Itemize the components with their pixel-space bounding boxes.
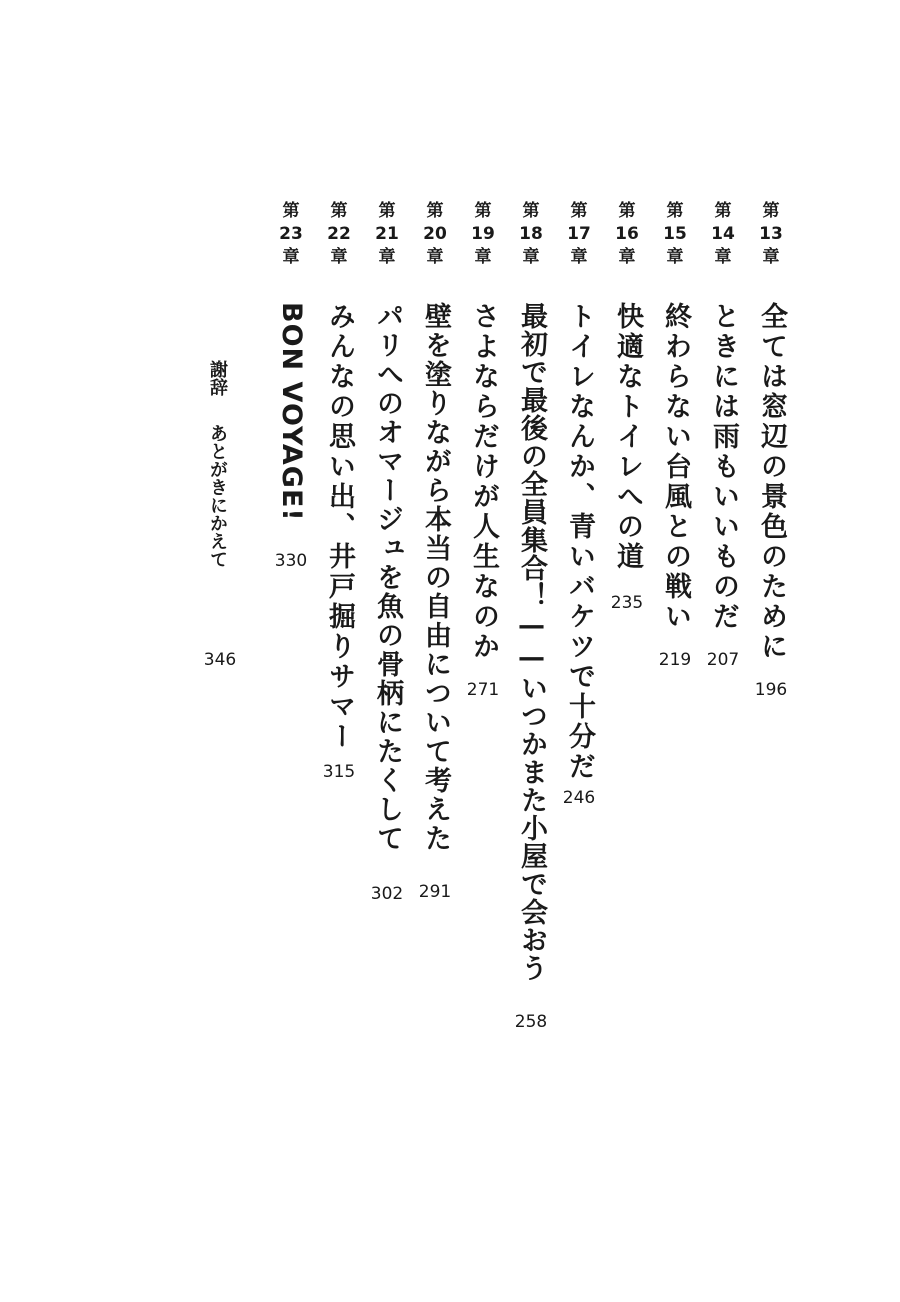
page-number: 219 [658,650,692,670]
page-number: 346 [203,650,237,670]
chapter-number: 第 13 章 [759,201,783,267]
chapter-title: パリへのオマージュを魚の骨柄にたくして [372,302,403,853]
chapter-number: 第 18 章 [519,201,543,267]
page-number: 246 [562,788,596,808]
chapter-number: 第 21 章 [375,201,399,267]
page-number: 291 [418,882,452,902]
chapter-title: 快適なトイレへの道 [612,302,643,572]
page-number: 330 [274,551,308,571]
chapter-number: 第 23 章 [279,201,303,267]
chapter-title: 全ては窓辺の景色のために [756,302,787,662]
page-number: 258 [514,1012,548,1032]
chapter-number: 第 14 章 [711,201,735,267]
page-number: 196 [754,680,788,700]
backmatter-title: 謝辞あとがきにかえて [207,360,228,568]
chapter-number: 第 15 章 [663,201,687,267]
chapter-number: 第 22 章 [327,201,351,267]
chapter-title: さよならだけが人生なのか [468,302,499,662]
page-number: 315 [322,762,356,782]
chapter-number: 第 17 章 [567,201,591,267]
page-number: 271 [466,680,500,700]
chapter-title: トイレなんか、青いバケツで十分だ [564,302,595,782]
page-number: 235 [610,593,644,613]
chapter-number: 第 16 章 [615,201,639,267]
chapter-title: 最初で最後の全員集合！——いつかまた小屋で会おう [516,302,547,982]
page-number: 302 [370,884,404,904]
chapter-title: 終わらない台風との戦い [660,302,691,632]
page-number: 207 [706,650,740,670]
chapter-number: 第 19 章 [471,201,495,267]
chapter-title: みんなの思い出、井戸掘りサマー [324,302,355,752]
chapter-title: BON VOYAGE! [276,302,307,522]
chapter-title: ときには雨もいいものだ [708,302,739,632]
chapter-title: 壁を塗りながら本当の自由について考えた [420,302,451,853]
chapter-number: 第 20 章 [423,201,447,267]
